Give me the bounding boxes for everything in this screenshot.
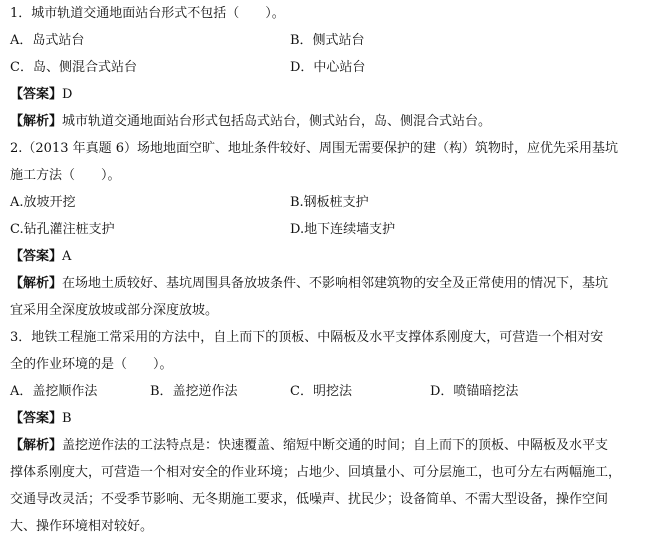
q1-answer-label: 【答案】 [10, 87, 63, 102]
q1-stem: 1．城市轨道交通地面站台形式不包括（ ）。 [10, 6, 285, 21]
q1-analysis [10, 108, 660, 135]
q1-options-row2 [10, 54, 660, 81]
q2-analysis-line2: 宜采用全深度放坡或部分深度放坡。 [10, 303, 219, 318]
q3-analysis-line1 [10, 432, 660, 459]
q2-answer [10, 243, 660, 270]
q3-analysis-line3: 交通导改灵活；不受季节影响、无冬期施工要求，低噪声、扰民少；设备简单、不需大型设备，操作空间 [10, 492, 609, 507]
q3-analysis-label: 【解析】 [10, 438, 63, 453]
q3-answer-value: B [62, 411, 72, 426]
q1-options-row1 [10, 27, 660, 54]
q1-option-b: B．侧式站台 [290, 33, 365, 48]
q2-analysis-text: 在场地土质较好、基坑周围具备放坡条件、不影响相邻建筑物的安全及正常使用的情况下，基坑 [62, 276, 609, 291]
q1-option-c: C．岛、侧混合式站台 [10, 60, 137, 75]
q2-analysis-label: 【解析】 [10, 276, 63, 291]
q2-option-b: B.钢板桩支护 [290, 195, 369, 210]
q3-analysis-text: 盖挖逆作法的工法特点是：快速覆盖、缩短中断交通的时间；自上而下的顶板、中隔板及水平支 [62, 438, 609, 453]
q3-stem-line2: 全的作业环境的是（ ）。 [10, 357, 173, 372]
q1-analysis-label: 【解析】 [10, 114, 63, 129]
q2-option-c: C.钻孔灌注桩支护 [10, 222, 115, 237]
q1-answer [10, 81, 660, 108]
q2-options-row1 [10, 189, 660, 216]
q2-stem-line1: 2.（2013 年真题 6）场地地面空旷、地址条件较好、周围无需要保护的建（构）筑物时，应优先采用基坑 [10, 141, 619, 156]
q2-option-a: A.放坡开挖 [10, 195, 76, 210]
q3-option-c: C．明挖法 [290, 384, 352, 399]
q3-options-row [10, 378, 660, 405]
q3-stem-line1: 3．地铁工程施工常采用的方法中，自上而下的顶板、中隔板及水平支撑体系刚度大，可营造一个相对安 [10, 330, 604, 345]
q3-answer [10, 405, 660, 432]
q1-option-a: A．岛式站台 [10, 33, 85, 48]
q1-option-d: D．中心站台 [290, 60, 366, 75]
q3-analysis-line2: 撑体系刚度大，可营造一个相对安全的作业环境；占地少、回填量小、可分层施工，也可分左右两幅施工， [10, 465, 622, 480]
q3-analysis-line4: 大、操作环境相对较好。 [10, 519, 154, 534]
q1-analysis-text: 城市轨道交通地面站台形式包括岛式站台，侧式站台，岛、侧混合式站台。 [62, 114, 492, 129]
q2-option-d: D.地下连续墙支护 [290, 222, 396, 237]
q2-stem-line2: 施工方法（ ）。 [10, 168, 121, 183]
q3-option-b: B．盖挖逆作法 [150, 384, 238, 399]
q2-options-row2 [10, 216, 660, 243]
q2-analysis-line1 [10, 270, 660, 297]
q2-answer-value: A [62, 249, 72, 264]
q3-option-d: D．喷锚暗挖法 [430, 384, 519, 399]
q2-answer-label: 【答案】 [10, 249, 63, 264]
q1-answer-value: D [62, 87, 73, 102]
q3-answer-label: 【答案】 [10, 411, 63, 426]
q3-option-a: A．盖挖顺作法 [10, 384, 98, 399]
